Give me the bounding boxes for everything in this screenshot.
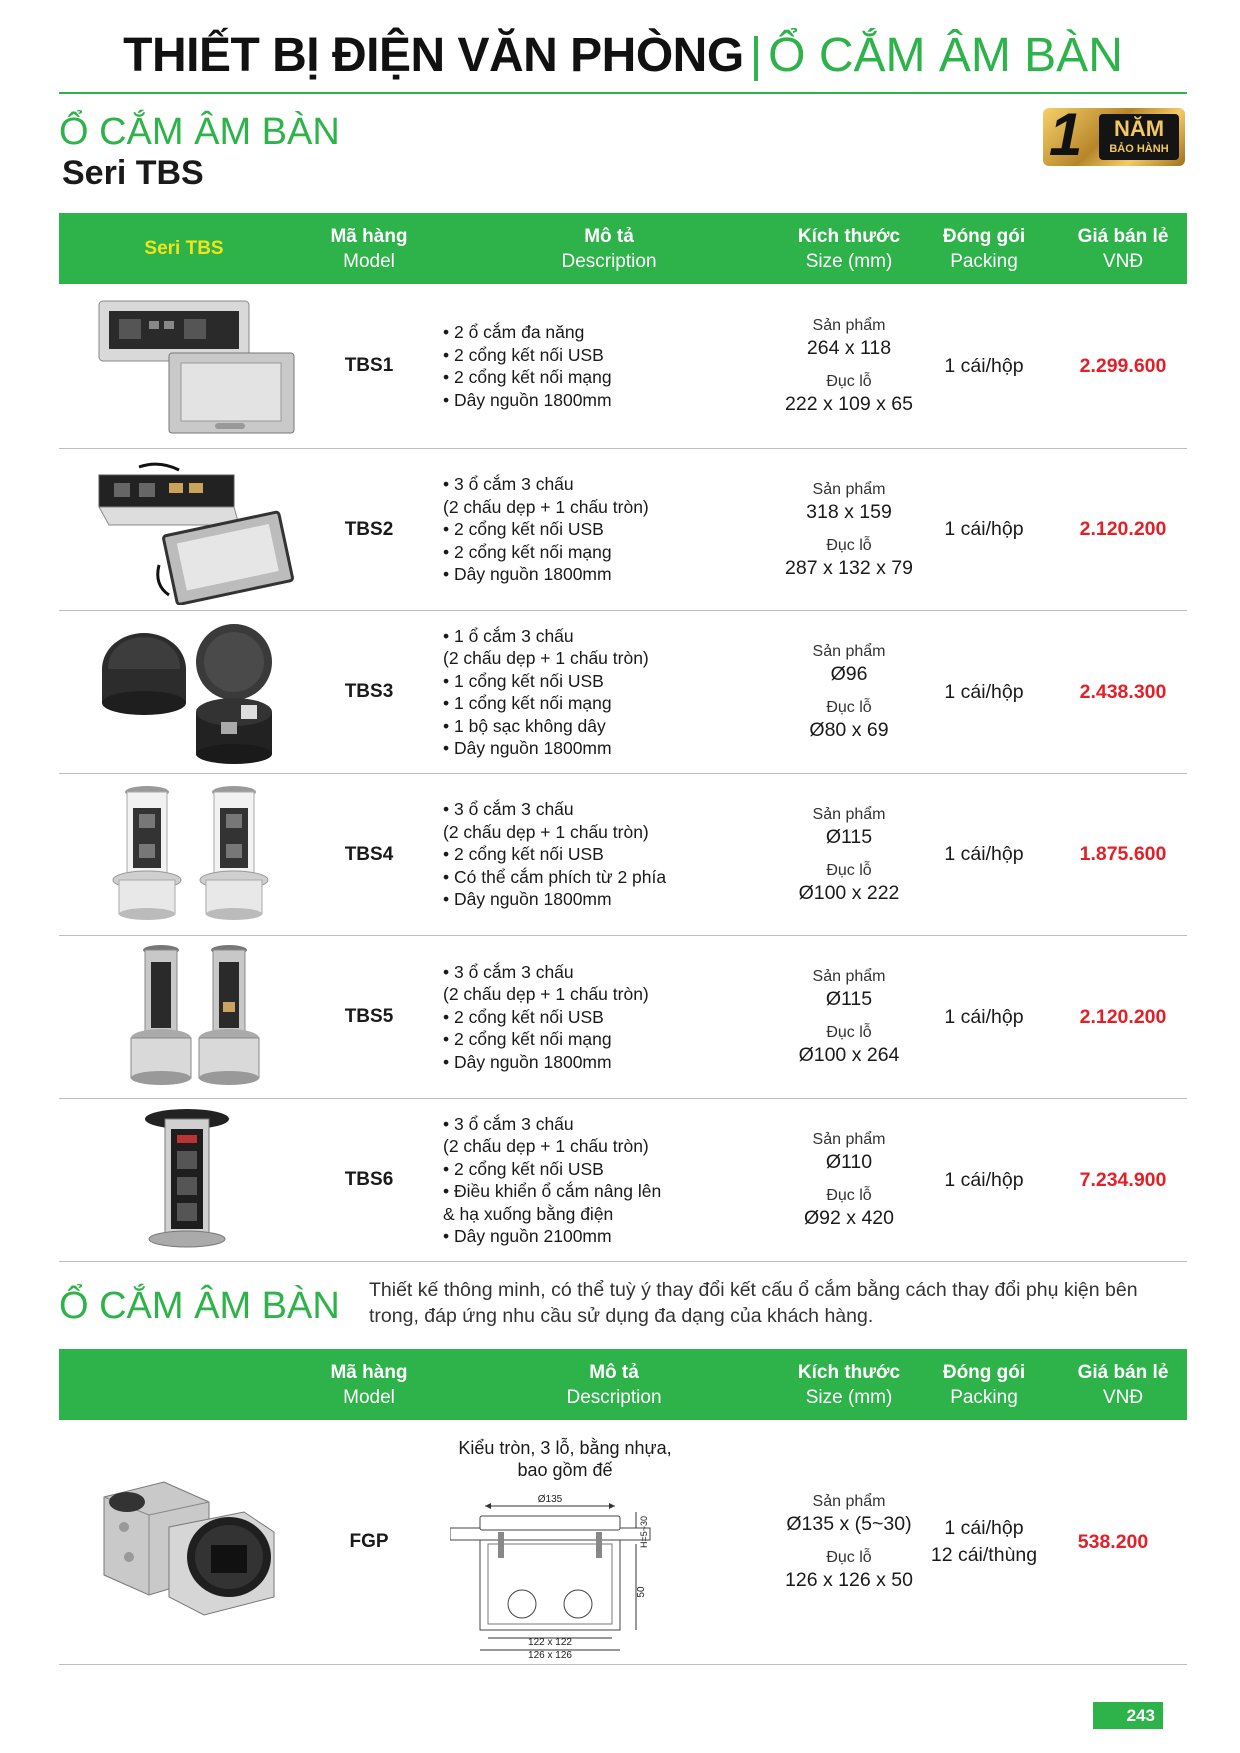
drawing-diameter: Ø135 (537, 1494, 563, 1505)
size-cutout-label: Đục lỗ (826, 536, 872, 554)
size-product-value: Ø110 (825, 1151, 873, 1173)
header-divider (59, 92, 1187, 94)
size-product-label: Sản phẩm (812, 968, 886, 985)
size-cutout-value: 222 x 109 x 65 (785, 393, 913, 415)
header-size-en: Size (mm) (805, 1386, 893, 1408)
price: 2.120.200 (1079, 1005, 1167, 1028)
header-pack-en: Packing (950, 1386, 1018, 1408)
table-row (59, 449, 1187, 611)
tbs1-image (69, 291, 299, 441)
packing: 1 cái/hộp (944, 518, 1024, 540)
size-cutout-value: 126 x 126 x 50 (785, 1569, 913, 1591)
size-product-label: Sản phẩm (812, 805, 886, 823)
product-image (59, 774, 309, 935)
header-model-en: Model (343, 1386, 395, 1408)
size-cutout-label: Đục lỗ (826, 1024, 872, 1041)
desc-line: • 1 ổ cắm 3 chấu (443, 625, 574, 646)
header-price-vi: Giá bán lẻ (1077, 225, 1169, 247)
desc-line: (2 chấu dẹp + 1 chấu tròn) (443, 984, 649, 1005)
tbs6-image (69, 1105, 299, 1255)
header-price-vi: Giá bán lẻ (1077, 1361, 1169, 1383)
packing: 1 cái/hộp (944, 843, 1024, 865)
model-code: TBS3 (344, 681, 394, 702)
price: 1.875.600 (1079, 843, 1167, 865)
table-row (59, 774, 1187, 936)
tbs3-image (69, 617, 299, 767)
desc-line: (2 chấu dẹp + 1 chấu tròn) (443, 821, 649, 842)
page-title-separator: | (749, 29, 763, 82)
header-desc-en: Description (561, 250, 657, 272)
model-code: TBS2 (344, 518, 394, 540)
header-model (309, 1349, 429, 1420)
desc-line: • 2 cổng kết nối mạng (443, 367, 612, 387)
model-code: FGP (349, 1531, 389, 1552)
size-product-label: Sản phẩm (812, 480, 886, 498)
header-series: Seri TBS (144, 238, 224, 259)
page-title-category: Ổ CẮM ÂM BÀN (768, 29, 1123, 82)
packing-box: 1 cái/hộp (944, 1517, 1024, 1539)
product-image (59, 284, 309, 448)
size-product-value: 264 x 118 (806, 337, 892, 359)
price: 2.120.200 (1079, 518, 1167, 540)
size-cutout-value: Ø100 x 222 (798, 881, 900, 904)
desc-line: & hạ xuống bằng điện (443, 1203, 614, 1224)
size-product-label: Sản phẩm (812, 317, 886, 334)
warranty-label: BẢO HÀNH (1109, 143, 1169, 155)
size-product-value: 318 x 159 (806, 500, 892, 523)
table-row (59, 1099, 1187, 1262)
packing-carton: 12 cái/thùng (930, 1544, 1038, 1566)
price: 2.438.300 (1079, 680, 1167, 703)
table-row (59, 284, 1187, 449)
product-image (59, 1420, 309, 1664)
header-model (309, 213, 429, 284)
tbs4-image (69, 780, 299, 930)
desc-line: bao gồm đế (517, 1460, 613, 1480)
size-product-label: Sản phẩm (812, 643, 886, 660)
desc-line: • 2 cổng kết nối USB (443, 844, 604, 865)
page-title-main: THIẾT BỊ ĐIỆN VĂN PHÒNG (123, 29, 744, 82)
warranty-label-box (1099, 114, 1179, 160)
size-product-label: Sản phẩm (812, 1131, 886, 1148)
packing: 1 cái/hộp (944, 680, 1024, 703)
desc-line: • 1 cổng kết nối USB (443, 670, 604, 691)
header-desc-vi: Mô tả (584, 225, 634, 247)
desc-line: (2 chấu dẹp + 1 chấu tròn) (443, 648, 649, 668)
table-row (59, 936, 1187, 1099)
desc-line: • Dây nguồn 1800mm (443, 1051, 612, 1072)
desc-line: • 3 ổ cắm 3 chấu (443, 1113, 574, 1134)
size-cutout-value: Ø100 x 264 (798, 1044, 900, 1066)
page-number: 243 (1093, 1702, 1163, 1729)
size-cutout-value: Ø92 x 420 (804, 1207, 894, 1229)
desc-line: • 3 ổ cắm 3 chấu (443, 799, 574, 820)
tbs5-image (69, 942, 299, 1092)
header-pack-en: Packing (950, 250, 1018, 272)
model-code: TBS4 (344, 843, 394, 865)
desc-line: (2 chấu dẹp + 1 chấu tròn) (443, 496, 649, 517)
desc-line: • Dây nguồn 1800mm (443, 564, 612, 585)
warranty-unit: NĂM (1113, 116, 1165, 141)
desc-line: • Có thể cắm phích từ 2 phía (443, 866, 667, 887)
fgp-technical-drawing (450, 1492, 670, 1660)
warranty-years: 1 (1049, 101, 1083, 168)
header-pack-vi: Đóng gói (942, 225, 1026, 247)
section-title: Ổ CẮM ÂM BÀN (59, 111, 340, 153)
desc-line: • 2 cổng kết nối USB (443, 1158, 604, 1179)
size-cutout-label: Đục lỗ (826, 1187, 872, 1204)
size-cutout-label: Đục lỗ (826, 699, 872, 716)
price: 2.299.600 (1079, 354, 1167, 377)
packing: 1 cái/hộp (944, 1168, 1024, 1191)
table-header (59, 1349, 1187, 1420)
desc-line: • 1 cổng kết nối mạng (443, 693, 612, 713)
packing: 1 cái/hộp (944, 1005, 1024, 1028)
desc-line: • Điều khiển ổ cắm nâng lên (443, 1181, 662, 1201)
desc-line: (2 chấu dẹp + 1 chấu tròn) (443, 1136, 649, 1156)
drawing-inner-size: 122 x 122 (528, 1637, 572, 1648)
header-size-en: Size (mm) (805, 250, 893, 272)
packing: 1 cái/hộp (944, 354, 1024, 377)
desc-line: • 2 cổng kết nối mạng (443, 541, 612, 562)
size-cutout-label: Đục lỗ (826, 1549, 872, 1566)
header-price (1059, 1349, 1187, 1420)
section-intro: Thiết kế thông minh, có thể tuỳ ý thay đổi kết cấu ổ cắm bằng cách thay đổi phụ kiện bên trong, đáp ứng nhu cầu sử dụng đa dạng của khách hàng. (369, 1279, 1138, 1327)
size-product-value: Ø115 (825, 825, 873, 848)
table-row (59, 611, 1187, 774)
desc-line: • Dây nguồn 1800mm (443, 389, 612, 410)
product-image (59, 936, 309, 1098)
size-cutout-value: Ø80 x 69 (809, 719, 889, 741)
header-pack-vi: Đóng gói (942, 1361, 1026, 1383)
product-image (59, 1099, 309, 1261)
size-product-value: Ø115 (825, 988, 873, 1010)
price: 7.234.900 (1079, 1168, 1167, 1191)
header-size-vi: Kích thước (797, 225, 901, 247)
size-product-value: Ø135 x (5~30) (786, 1513, 912, 1535)
header-price (1059, 213, 1187, 284)
drawing-outer-size: 126 x 126 (528, 1650, 572, 1660)
page-title (59, 22, 1187, 90)
desc-line: • Dây nguồn 1800mm (443, 738, 612, 758)
size-cutout-label: Đục lỗ (826, 861, 872, 879)
desc-line: • Dây nguồn 2100mm (443, 1226, 612, 1246)
tbs2-image (69, 455, 299, 605)
model-code: TBS6 (344, 1169, 394, 1190)
desc-line: • 2 cổng kết nối USB (443, 519, 604, 540)
header-model-vi: Mã hàng (330, 1361, 408, 1383)
size-cutout-label: Đục lỗ (826, 373, 872, 390)
header-price-en: VNĐ (1102, 1386, 1144, 1408)
fgp-image (69, 1457, 299, 1627)
drawing-depth: 50 (636, 1586, 647, 1598)
desc-line: • 2 ổ cắm đa năng (443, 322, 585, 342)
desc-line: • 2 cổng kết nối USB (443, 344, 604, 365)
desc-line: • 1 bộ sạc không dây (443, 715, 606, 736)
desc-line: • 3 ổ cắm 3 chấu (443, 474, 574, 495)
fgp-description (430, 1437, 700, 1481)
product-image (59, 611, 309, 773)
table-header (59, 213, 1187, 284)
drawing-height-range: H=5~30 (639, 1516, 649, 1549)
header-price-en: VNĐ (1102, 250, 1144, 272)
warranty-badge (1043, 101, 1185, 168)
size-product-label: Sản phẩm (812, 1493, 886, 1510)
header-model-vi: Mã hàng (330, 225, 408, 247)
desc-line: • 3 ổ cắm 3 chấu (443, 961, 574, 982)
desc-line: • 2 cổng kết nối USB (443, 1006, 604, 1027)
section-title: Ổ CẮM ÂM BÀN (59, 1285, 340, 1327)
product-image (59, 449, 309, 610)
size-product-value: Ø96 (830, 663, 868, 685)
price: 538.200 (1077, 1530, 1149, 1553)
desc-line: • 2 cổng kết nối mạng (443, 1029, 612, 1050)
size-cutout-value: 287 x 132 x 79 (785, 556, 913, 579)
series-title: Seri TBS (62, 154, 204, 192)
model-code: TBS5 (344, 1006, 394, 1027)
header-size-vi: Kích thước (797, 1361, 901, 1383)
header-desc-en: Description (566, 1386, 662, 1408)
desc-line: Kiểu tròn, 3 lỗ, bằng nhựa, (458, 1438, 672, 1458)
desc-line: • Dây nguồn 1800mm (443, 889, 612, 910)
header-model-en: Model (343, 250, 395, 272)
model-code: TBS1 (344, 355, 394, 376)
header-desc-vi: Mô tả (589, 1361, 639, 1383)
